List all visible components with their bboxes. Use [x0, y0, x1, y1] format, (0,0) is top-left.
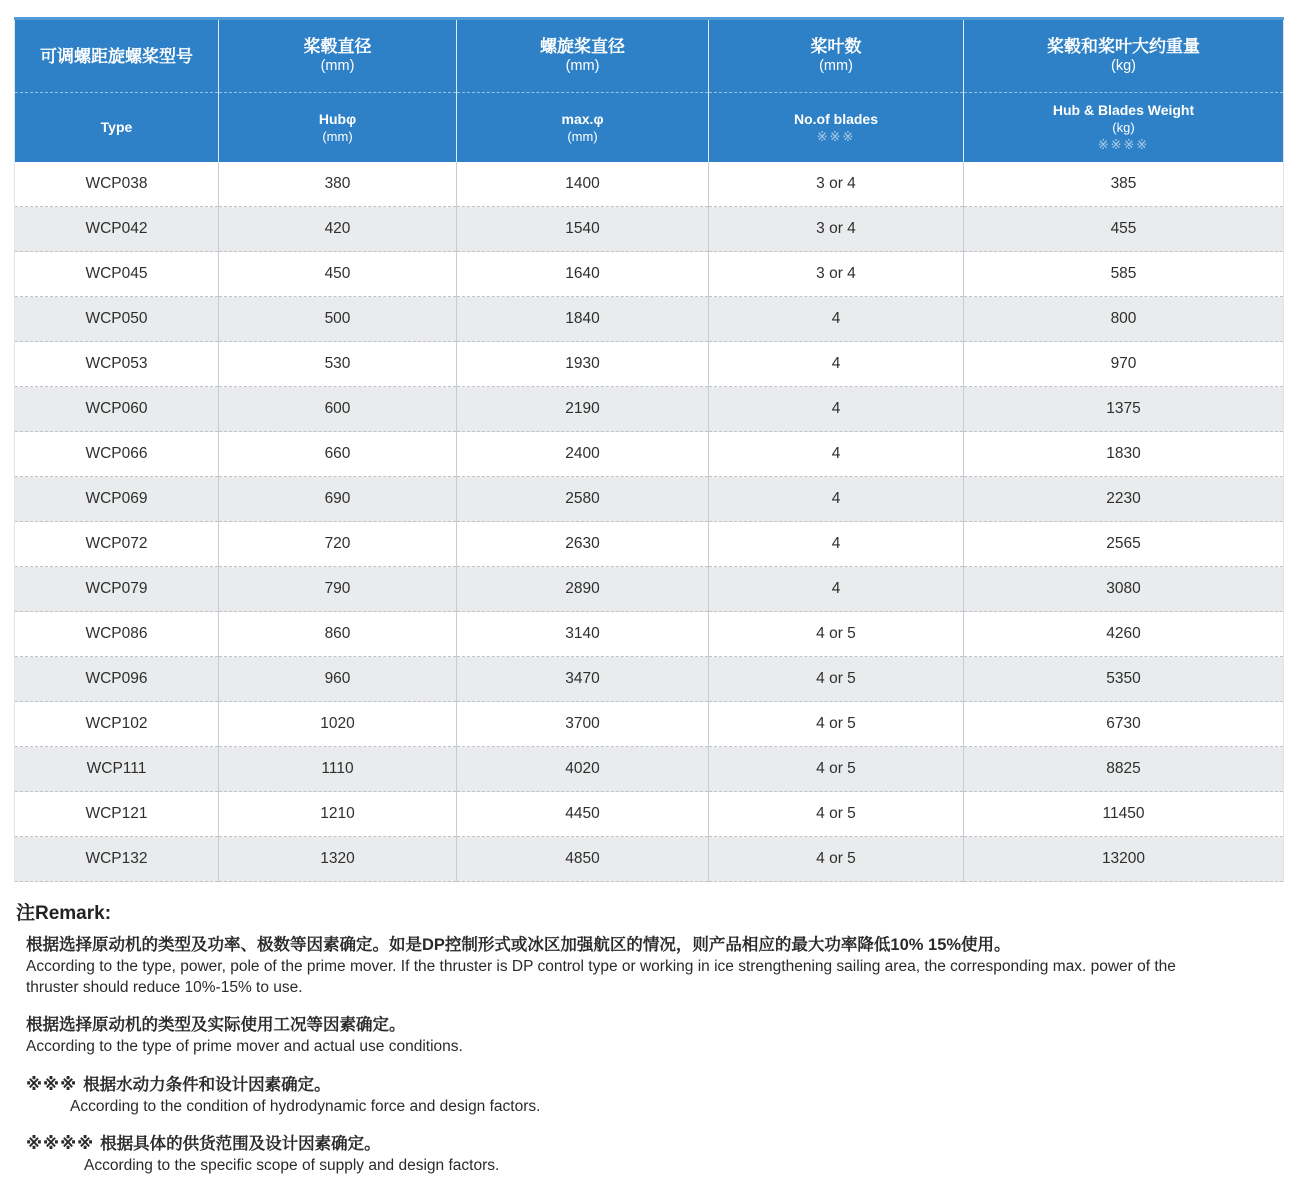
cell-num-blades: 4	[709, 567, 964, 612]
cell-hub-diameter: 530	[219, 342, 457, 387]
cell-weight: 3080	[964, 567, 1284, 612]
cell-type: WCP111	[15, 747, 219, 792]
cell-hub-diameter: 720	[219, 522, 457, 567]
cell-num-blades: 3 or 4	[709, 207, 964, 252]
cell-prop-diameter: 2630	[457, 522, 709, 567]
table-row	[15, 342, 1284, 387]
header-num-blades-en: No.of blades ※※※	[709, 93, 964, 162]
cell-hub-diameter: 960	[219, 657, 457, 702]
header-hub-diameter-en: Hubφ (mm)	[219, 93, 457, 162]
remark-text-en: According to the condition of hydrodynamic force and design factors.	[70, 1097, 541, 1115]
cell-hub-diameter: 500	[219, 297, 457, 342]
header-type-zh: 可调螺距旋螺桨型号	[15, 19, 219, 93]
cell-type: WCP086	[15, 612, 219, 657]
cell-hub-diameter: 1320	[219, 837, 457, 882]
cell-weight: 455	[964, 207, 1284, 252]
table-row	[15, 162, 1284, 207]
cell-hub-diameter: 420	[219, 207, 457, 252]
cell-type: WCP053	[15, 342, 219, 387]
cell-hub-diameter: 1110	[219, 747, 457, 792]
table-row	[15, 567, 1284, 612]
cell-num-blades: 4 or 5	[709, 792, 964, 837]
remarks-title: 注Remark:	[16, 903, 112, 924]
cell-weight: 4260	[964, 612, 1284, 657]
cell-hub-diameter: 660	[219, 432, 457, 477]
header-row-english	[15, 93, 1284, 162]
cell-num-blades: 4	[709, 522, 964, 567]
remark-text-en: According to the type of prime mover and actual use conditions.	[26, 1038, 463, 1055]
header-hub-diameter-zh: 桨毂直径 (mm)	[219, 19, 457, 93]
remark-item	[16, 934, 1280, 998]
cell-prop-diameter: 1400	[457, 162, 709, 207]
remark-text-zh: 根据具体的供货范围及设计因素确定。	[100, 1135, 381, 1153]
cell-type: WCP096	[15, 657, 219, 702]
cell-weight: 1375	[964, 387, 1284, 432]
cell-prop-diameter: 1930	[457, 342, 709, 387]
cell-prop-diameter: 2890	[457, 567, 709, 612]
remark-item	[16, 1014, 1280, 1058]
cell-prop-diameter: 2190	[457, 387, 709, 432]
remark-item	[16, 1074, 1280, 1118]
header-prop-diameter-zh: 螺旋桨直径 (mm)	[457, 19, 709, 93]
table-row	[15, 522, 1284, 567]
cell-type: WCP069	[15, 477, 219, 522]
table-row	[15, 387, 1284, 432]
cell-weight: 13200	[964, 837, 1284, 882]
remark-text-en: According to the type, power, pole of the prime mover. If the thruster is DP control type or working in ice strengthening sailing area, the corresponding max. power of the thruster should reduce 10%-15% to use.	[26, 958, 1176, 996]
cell-weight: 800	[964, 297, 1284, 342]
cell-num-blades: 4 or 5	[709, 747, 964, 792]
cell-num-blades: 4 or 5	[709, 657, 964, 702]
cell-hub-diameter: 1020	[219, 702, 457, 747]
table-row	[15, 702, 1284, 747]
cell-prop-diameter: 2580	[457, 477, 709, 522]
cell-prop-diameter: 4850	[457, 837, 709, 882]
cell-num-blades: 4	[709, 432, 964, 477]
cell-weight: 970	[964, 342, 1284, 387]
header-type-en: Type	[15, 93, 219, 162]
header-num-blades-zh: 桨叶数 (mm)	[709, 19, 964, 93]
table-body	[15, 162, 1284, 882]
table-row	[15, 837, 1284, 882]
cell-prop-diameter: 3470	[457, 657, 709, 702]
cell-type: WCP060	[15, 387, 219, 432]
cell-num-blades: 4 or 5	[709, 612, 964, 657]
cell-type: WCP072	[15, 522, 219, 567]
cell-type: WCP132	[15, 837, 219, 882]
cell-num-blades: 3 or 4	[709, 252, 964, 297]
cell-prop-diameter: 1840	[457, 297, 709, 342]
cell-type: WCP050	[15, 297, 219, 342]
cell-num-blades: 4	[709, 342, 964, 387]
cell-hub-diameter: 790	[219, 567, 457, 612]
table-row	[15, 477, 1284, 522]
header-weight-zh: 桨毂和桨叶大约重量 (kg)	[964, 19, 1284, 93]
remark-item	[16, 1133, 1280, 1177]
cell-num-blades: 4	[709, 387, 964, 432]
cell-type: WCP042	[15, 207, 219, 252]
cell-prop-diameter: 1540	[457, 207, 709, 252]
cell-num-blades: 4 or 5	[709, 837, 964, 882]
cell-hub-diameter: 600	[219, 387, 457, 432]
cell-weight: 6730	[964, 702, 1284, 747]
cell-type: WCP079	[15, 567, 219, 612]
cell-weight: 8825	[964, 747, 1284, 792]
cell-hub-diameter: 1210	[219, 792, 457, 837]
cell-type: WCP066	[15, 432, 219, 477]
cell-prop-diameter: 4020	[457, 747, 709, 792]
remark-text-en: According to the specific scope of supply and design factors.	[84, 1157, 500, 1174]
cell-hub-diameter: 690	[219, 477, 457, 522]
propeller-spec-table	[14, 17, 1284, 882]
cell-weight: 11450	[964, 792, 1284, 837]
table-row	[15, 747, 1284, 792]
cell-type: WCP102	[15, 702, 219, 747]
cell-prop-diameter: 2400	[457, 432, 709, 477]
reference-marks: ※※※※	[1097, 137, 1150, 153]
cell-num-blades: 4	[709, 297, 964, 342]
remark-marker: ※※※※	[26, 1135, 95, 1153]
table-row	[15, 432, 1284, 477]
cell-type: WCP121	[15, 792, 219, 837]
cell-type: WCP038	[15, 162, 219, 207]
remark-text-zh: 根据选择原动机的类型及实际使用工况等因素确定。	[26, 1016, 406, 1034]
header-prop-diameter-en: max.φ (mm)	[457, 93, 709, 162]
cell-weight: 585	[964, 252, 1284, 297]
table-header	[15, 19, 1284, 162]
cell-weight: 2230	[964, 477, 1284, 522]
cell-hub-diameter: 450	[219, 252, 457, 297]
reference-marks: ※※※	[816, 128, 856, 144]
table-row	[15, 657, 1284, 702]
remarks-section	[16, 898, 1280, 1193]
table-row	[15, 792, 1284, 837]
cell-prop-diameter: 1640	[457, 252, 709, 297]
table-row	[15, 252, 1284, 297]
table-row	[15, 207, 1284, 252]
cell-prop-diameter: 3700	[457, 702, 709, 747]
cell-num-blades: 4	[709, 477, 964, 522]
cell-num-blades: 3 or 4	[709, 162, 964, 207]
cell-num-blades: 4 or 5	[709, 702, 964, 747]
remark-marker: ※※※	[26, 1075, 78, 1094]
remark-text-zh: 根据水动力条件和设计因素确定。	[83, 1075, 331, 1094]
header-weight-en: Hub & Blades Weight (kg) ※※※※	[964, 93, 1284, 162]
table-row	[15, 297, 1284, 342]
cell-weight: 1830	[964, 432, 1284, 477]
table-row	[15, 612, 1284, 657]
cell-hub-diameter: 380	[219, 162, 457, 207]
cell-hub-diameter: 860	[219, 612, 457, 657]
cell-type: WCP045	[15, 252, 219, 297]
cell-weight: 5350	[964, 657, 1284, 702]
cell-prop-diameter: 4450	[457, 792, 709, 837]
cell-weight: 2565	[964, 522, 1284, 567]
cell-weight: 385	[964, 162, 1284, 207]
header-row-chinese	[15, 19, 1284, 93]
remark-text-zh: 根据选择原动机的类型及功率、极数等因素确定。如是DP控制形式或冰区加强航区的情况，则产品相应的最大功率降低10% 15%使用。	[26, 936, 1011, 954]
cell-prop-diameter: 3140	[457, 612, 709, 657]
